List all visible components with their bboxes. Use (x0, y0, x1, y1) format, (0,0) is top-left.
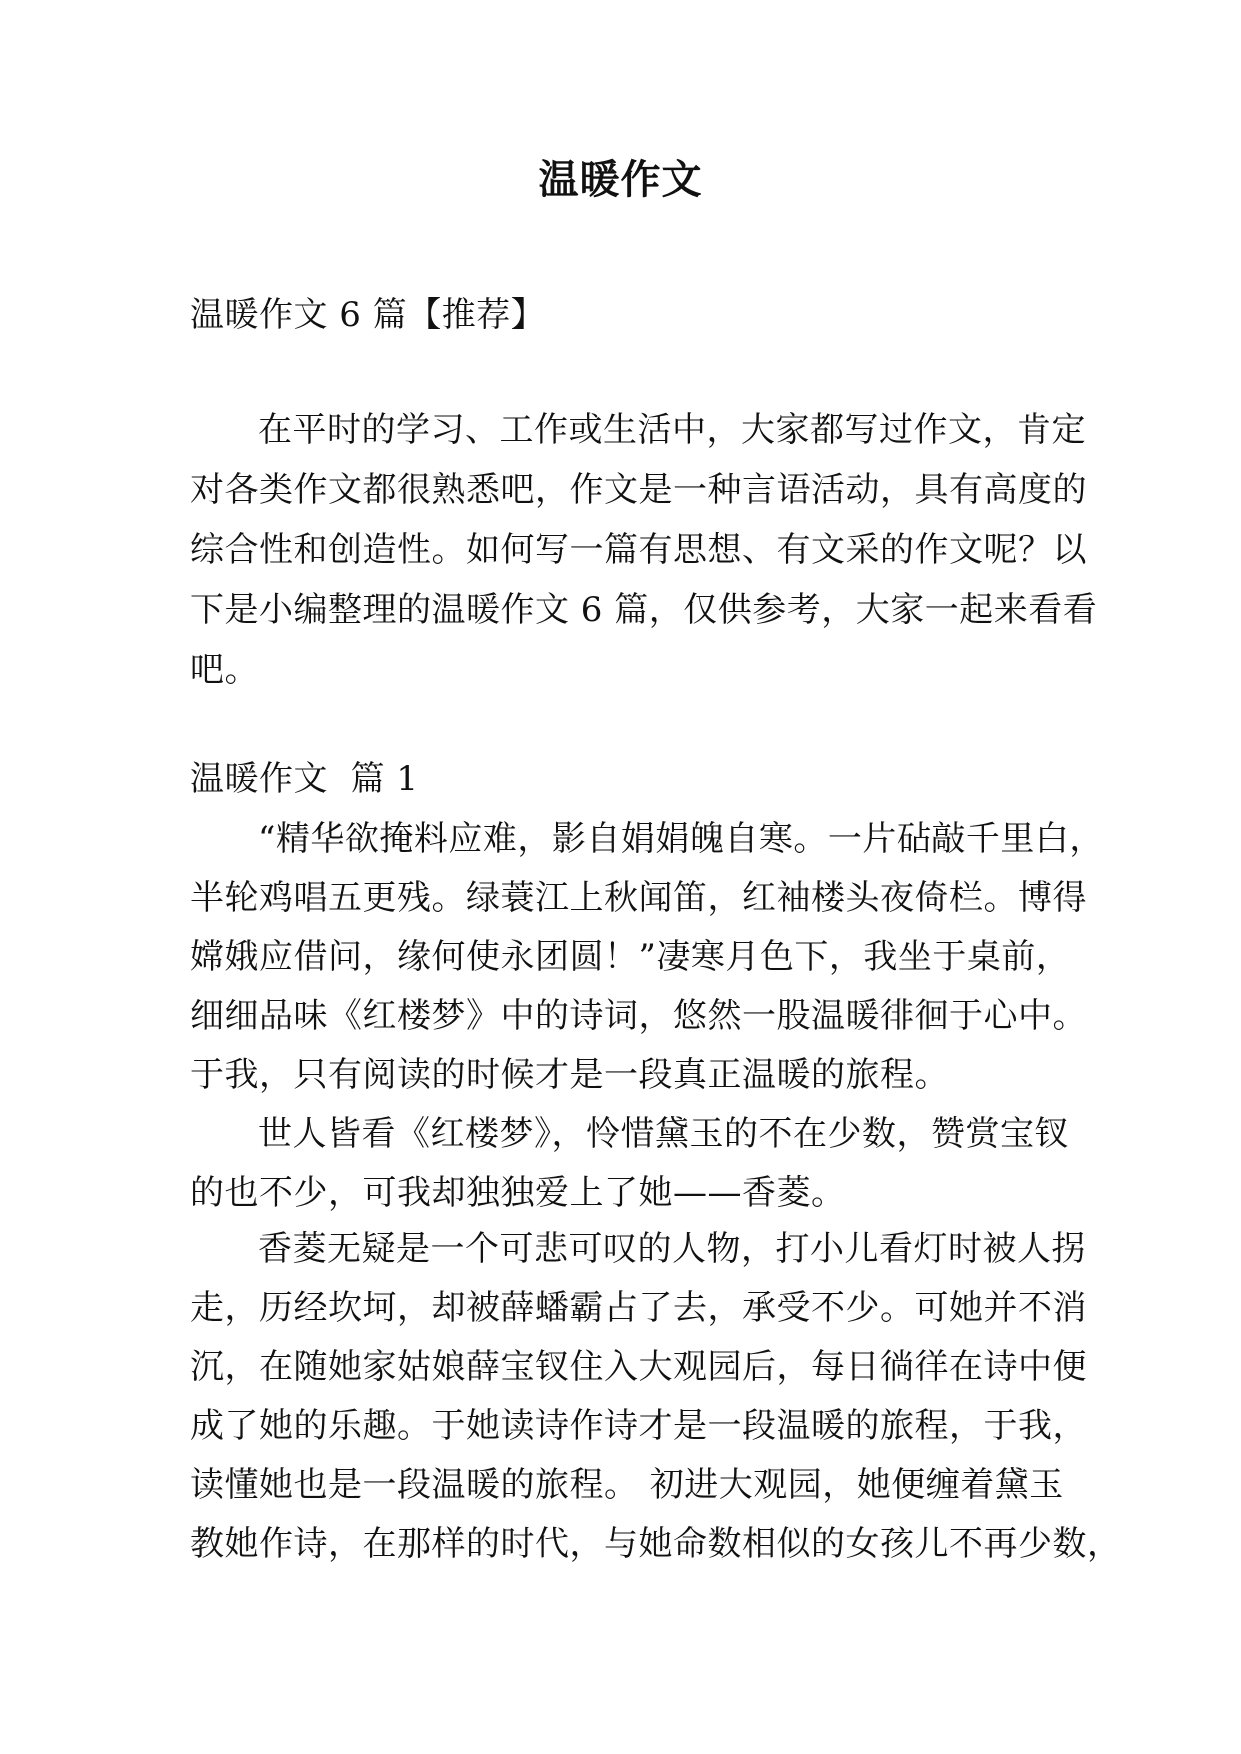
paragraph-line: 半轮鸡唱五更残。绿蓑江上秋闻笛，红袖楼头夜倚栏。博得 (190, 878, 1087, 918)
paragraph-line: “精华欲掩料应难，影自娟娟魄自寒。一片砧敲千里白， (258, 819, 1104, 859)
document-subtitle-block (190, 286, 545, 345)
intro-paragraph (190, 400, 1097, 700)
paragraph-line: 吧。 (190, 650, 259, 690)
section-heading: 温暖作文 篇 1 (190, 759, 419, 799)
document-subtitle: 温暖作文 6 篇【推荐】 (190, 295, 546, 335)
paragraph-line: 的也不少，可我却独独爱上了她——香菱。 (190, 1173, 846, 1213)
paragraph-line: 下是小编整理的温暖作文 6 篇，仅供参考，大家一起来看看 (190, 590, 1098, 630)
paragraph-line: 读懂她也是一段温暖的旅程。 初进大观园，她便缠着黛玉 (190, 1465, 1064, 1505)
section-paragraph (190, 810, 1104, 1105)
paragraph-line: 沉，在随她家姑娘薛宝钗住入大观园后，每日徜徉在诗中便 (190, 1347, 1087, 1387)
paragraph-line: 综合性和创造性。如何写一篇有思想、有文采的作文呢？以 (190, 530, 1087, 570)
paragraph-line: 于我，只有阅读的时候才是一段真正温暖的旅程。 (190, 1055, 949, 1095)
paragraph-line: 细细品味《红楼梦》中的诗词，悠然一股温暖徘徊于心中。 (190, 996, 1087, 1036)
paragraph-line: 对各类作文都很熟悉吧，作文是一种言语活动，具有高度的 (190, 470, 1087, 510)
section-heading-block (190, 750, 419, 809)
section-paragraph (190, 1220, 1122, 1574)
section-paragraph (190, 1105, 1069, 1223)
paragraph-line: 成了她的乐趣。于她读诗作诗才是一段温暖的旅程，于我， (190, 1406, 1087, 1446)
paragraph-line: 在平时的学习、工作或生活中，大家都写过作文，肯定 (258, 410, 1086, 450)
paragraph-line: 世人皆看《红楼梦》，怜惜黛玉的不在少数，赞赏宝钗 (258, 1114, 1069, 1154)
paragraph-line: 教她作诗，在那样的时代，与她命数相似的女孩儿不再少数， (190, 1524, 1122, 1564)
paragraph-line: 嫦娥应借问，缘何使永团圆！”凄寒月色下，我坐于桌前， (190, 937, 1071, 977)
paragraph-line: 香菱无疑是一个可悲可叹的人物，打小儿看灯时被人拐 (258, 1229, 1086, 1269)
document-title: 温暖作文 (538, 156, 703, 203)
paragraph-line: 走，历经坎坷，却被薛蟠霸占了去，承受不少。可她并不消 (190, 1288, 1087, 1328)
